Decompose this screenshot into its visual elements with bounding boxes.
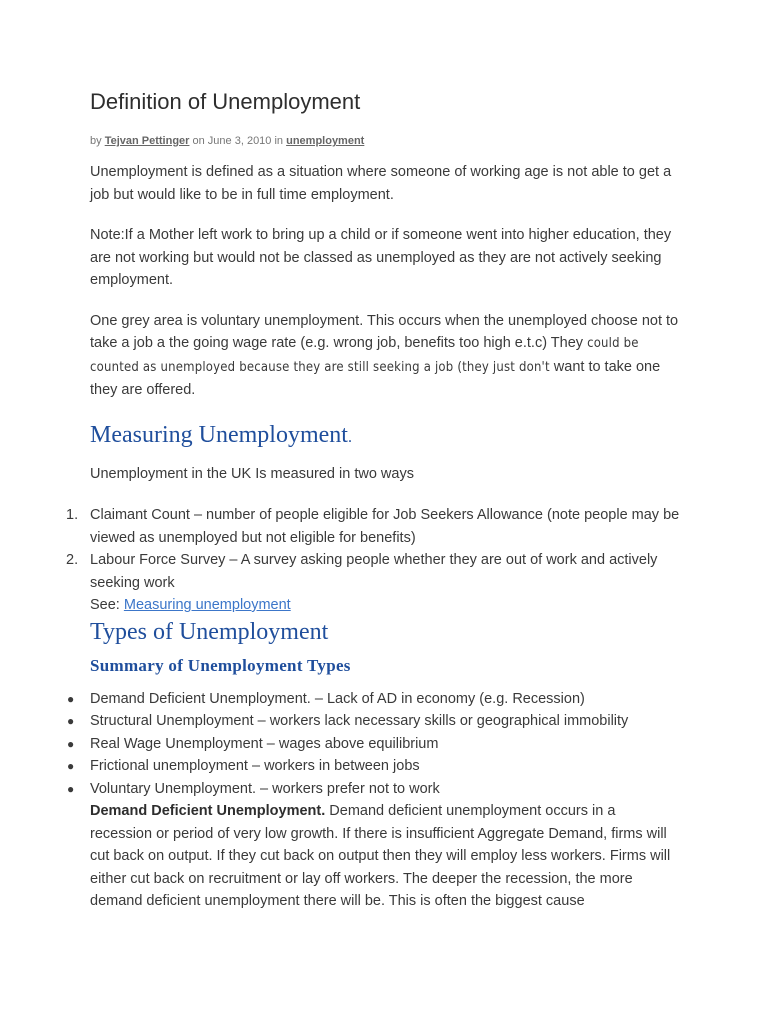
- list-item-text: Frictional unemployment – workers in between jobs: [90, 758, 420, 774]
- list-item-text: Labour Force Survey – A survey asking people whether they are out of work and actively seeking work: [90, 552, 658, 591]
- bullet-icon: ●: [67, 691, 75, 706]
- see-also: [90, 594, 680, 617]
- byline-date: on June 3, 2010 in: [192, 135, 284, 147]
- measuring-unemployment-link[interactable]: Measuring unemployment: [123, 597, 291, 613]
- list-number: 2.: [66, 552, 79, 568]
- list-item: [67, 688, 680, 711]
- types-heading: Types of Unemployment: [90, 618, 329, 645]
- byline-prefix: by: [90, 135, 102, 147]
- bullet-icon: ●: [67, 714, 75, 728]
- byline: [90, 134, 680, 148]
- measuring-heading-text: Measuring Unemployment: [90, 421, 348, 448]
- see-prefix: See:: [90, 597, 120, 613]
- article: [66, 88, 680, 913]
- demand-deficient-bold: Demand Deficient Unemployment.: [90, 803, 326, 819]
- grey-area-text-1: One grey area is voluntary unemployment. This occurs when the unemployed choose not to take a job a the going wage rate (e.g. wrong job, benefits too high e.t.c) They: [90, 312, 679, 351]
- list-item-text: Structural Unemployment – workers lack necessary skills or geographical immobility: [90, 713, 629, 729]
- list-item: [66, 549, 680, 594]
- measuring-heading-dot: .: [347, 428, 352, 446]
- author-link[interactable]: Tejvan Pettinger: [104, 135, 190, 147]
- category-link[interactable]: unemployment: [286, 135, 365, 147]
- bullet-icon: ●: [67, 736, 75, 751]
- measuring-intro: Unemployment in the UK Is measured in two ways: [90, 465, 414, 482]
- demand-deficient-paragraph: [90, 800, 680, 913]
- types-list: [67, 688, 680, 801]
- grey-area-text-3: want to take one they are offered.: [90, 358, 661, 398]
- list-item: [67, 778, 680, 801]
- list-item: [67, 733, 680, 756]
- list-number: 1.: [66, 507, 79, 523]
- measuring-heading: [90, 420, 680, 453]
- list-item-text: Demand Deficient Unemployment. – Lack of AD in economy (e.g. Recession): [90, 690, 585, 707]
- list-item: [67, 755, 680, 778]
- page-title: Definition of Unemployment: [90, 89, 361, 114]
- summary-subheading: Summary of Unemployment Types: [90, 655, 351, 675]
- bullet-icon: ●: [67, 781, 75, 796]
- measurement-list: [66, 504, 680, 594]
- note-paragraph: Note:If a Mother left work to bring up a child or if someone went into higher education, they are not working but would not be classed as unemployed as they are not actively seeking employment.: [90, 227, 672, 288]
- list-item: [66, 504, 680, 549]
- grey-area-paragraph: [90, 310, 680, 402]
- grey-area-text-2: could be counted as unemployed because they are still seeking a job (they just don't: [90, 336, 639, 375]
- list-item-text: Voluntary Unemployment. – workers prefer not to work: [90, 780, 440, 797]
- demand-deficient-text: Demand deficient unemployment occurs in a recession or period of very low growth. If there is insufficient Aggregate Demand, firms will cut back on output. If they cut back on output then they will employ less workers. Firms will either cut back on recruitment or lay off workers. The deeper the recession, the more demand deficient unemployment there will be. This is often the biggest cause: [90, 803, 671, 909]
- definition-paragraph: Unemployment is defined as a situation where someone of working age is not able to get a job but would like to be in full time employment.: [90, 164, 672, 203]
- bullet-icon: ●: [67, 759, 75, 773]
- list-item-text: Claimant Count – number of people eligible for Job Seekers Allowance (note people may be viewed as unemployed but not eligible for benefits): [90, 507, 680, 546]
- list-item-text: Real Wage Unemployment – wages above equilibrium: [90, 735, 439, 752]
- list-item: [67, 710, 680, 733]
